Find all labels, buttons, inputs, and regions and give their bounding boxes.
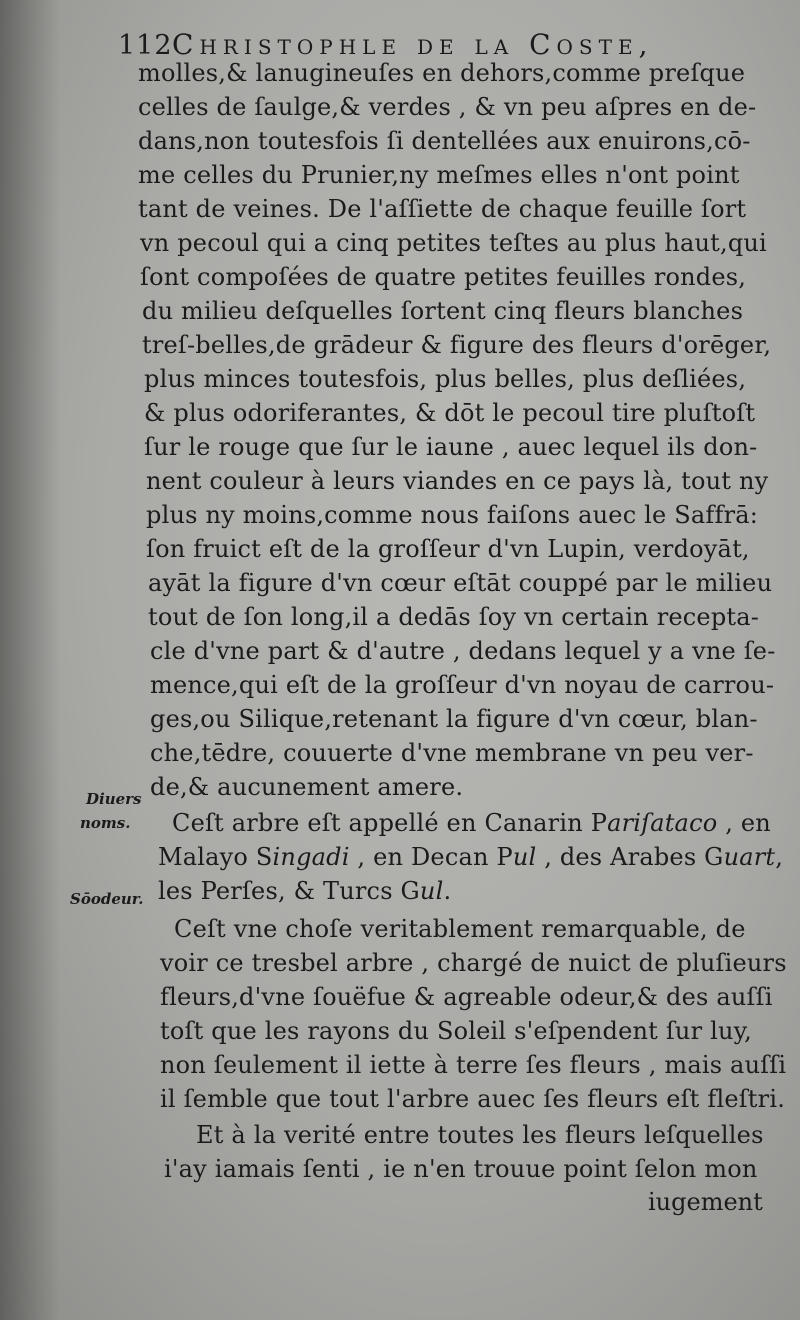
paragraph-line: voir ce tresbel arbre , chargé de nuict de pluſieurs [160,949,787,977]
text-line: plus ny moins,comme nous faiſons auec le Saffrā: [146,501,759,529]
margin-note: Diuers [86,790,142,808]
text-run: , des Arabes G [536,843,724,871]
text-line: che,tēdre, couuerte d'vne membrane vn peu ver- [150,739,754,767]
text-line: treſ-belles,de grādeur & figure des fleurs d'orēger, [142,331,772,359]
paragraph-line: fleurs,d'vne ſouëfue & agreable odeur,& des auſſi [160,983,773,1011]
text-line: cle d'vne part & d'autre , dedans lequel y a vne ſe- [150,637,776,665]
text-run: Ceſt arbre eſt appellé en Canarin P [172,809,608,837]
text-line: vn pecoul qui a cinq petites teſtes au plus haut,qui [140,229,767,257]
paragraph-line: non ſeulement il iette à terre ſes fleurs , mais auſſi [160,1051,787,1079]
text-run: les Perſes, & Turcs G [158,877,420,905]
text-line: ſont compoſées de quatre petites feuilles rondes, [140,263,747,291]
margin-note: noms. [80,814,131,832]
arabic-name: uart [723,843,776,871]
text-line: ſur le rouge que ſur le iaune , auec lequel ils don- [144,433,758,461]
page-number: 112 [118,30,173,61]
paragraph-line [158,840,783,874]
text-line: ſon fruict eſt de la groſſeur d'vn Lupin, verdoyāt, [146,535,750,563]
text-run: , en [717,809,771,837]
malayo-name: ingadi [272,843,350,871]
paragraph-line: i'ay iamais ſenti , ie n'en trouue point ſelon mon [164,1155,758,1183]
text-line: celles de ſaulge,& verdes , & vn peu aſpres en de- [138,93,757,121]
canarin-name: ariſataco [607,809,718,837]
decan-name: ul [512,843,537,871]
text-line: me celles du Prunier,ny meſmes elles n'ont point [138,161,740,189]
text-line: & plus odoriferantes, & dōt le pecoul tire pluſtoſt [144,399,756,427]
text-line: du milieu deſquelles ſortent cinq fleurs blanches [142,297,744,325]
text-run: , en Decan P [349,843,513,871]
paragraph-line [172,806,771,840]
text-line: ayāt la figure d'vn cœur eſtāt couppé par le milieu [148,569,773,597]
text-line: nent couleur à leurs viandes en ce pays là, tout ny [146,467,769,495]
text-line: dans,non toutesfois ſi dentellées aux enuirons,cō- [138,127,751,155]
text-run: Malayo S [158,843,273,871]
text-line: tout de ſon long,il a dedās ſoy vn certain recepta- [148,603,760,631]
text-run: . [443,877,452,905]
text-line: molles,& lanugineuſes en dehors,comme preſque [138,59,746,87]
text-line: tant de veines. De l'aſſiette de chaque feuille ſort [138,195,747,223]
persian-name: ul [419,877,444,905]
paragraph-line: il ſemble que tout l'arbre auec ſes fleurs eſt fleſtri. [160,1085,786,1113]
text-line: mence,qui eſt de la groſſeur d'vn noyau de carrou- [150,671,775,699]
paragraph-line [158,874,451,908]
running-title: Christophle de la Coste, [172,28,654,61]
text-run: , [775,843,784,871]
text-line: plus minces toutesfois, plus belles, plus deſliées, [144,365,747,393]
paragraph-line: Ceſt vne choſe veritablement remarquable, de [174,915,746,943]
margin-note: Sōodeur. [70,890,144,908]
paragraph-line: Et à la verité entre toutes les fleurs leſquelles [196,1121,764,1149]
catchword: iugement [648,1188,763,1216]
text-line: ges,ou Silique,retenant la figure d'vn cœur, blan- [150,705,758,733]
text-line: de,& aucunement amere. [150,773,464,801]
paragraph-line: toſt que les rayons du Soleil s'eſpendent ſur luy, [160,1017,753,1045]
